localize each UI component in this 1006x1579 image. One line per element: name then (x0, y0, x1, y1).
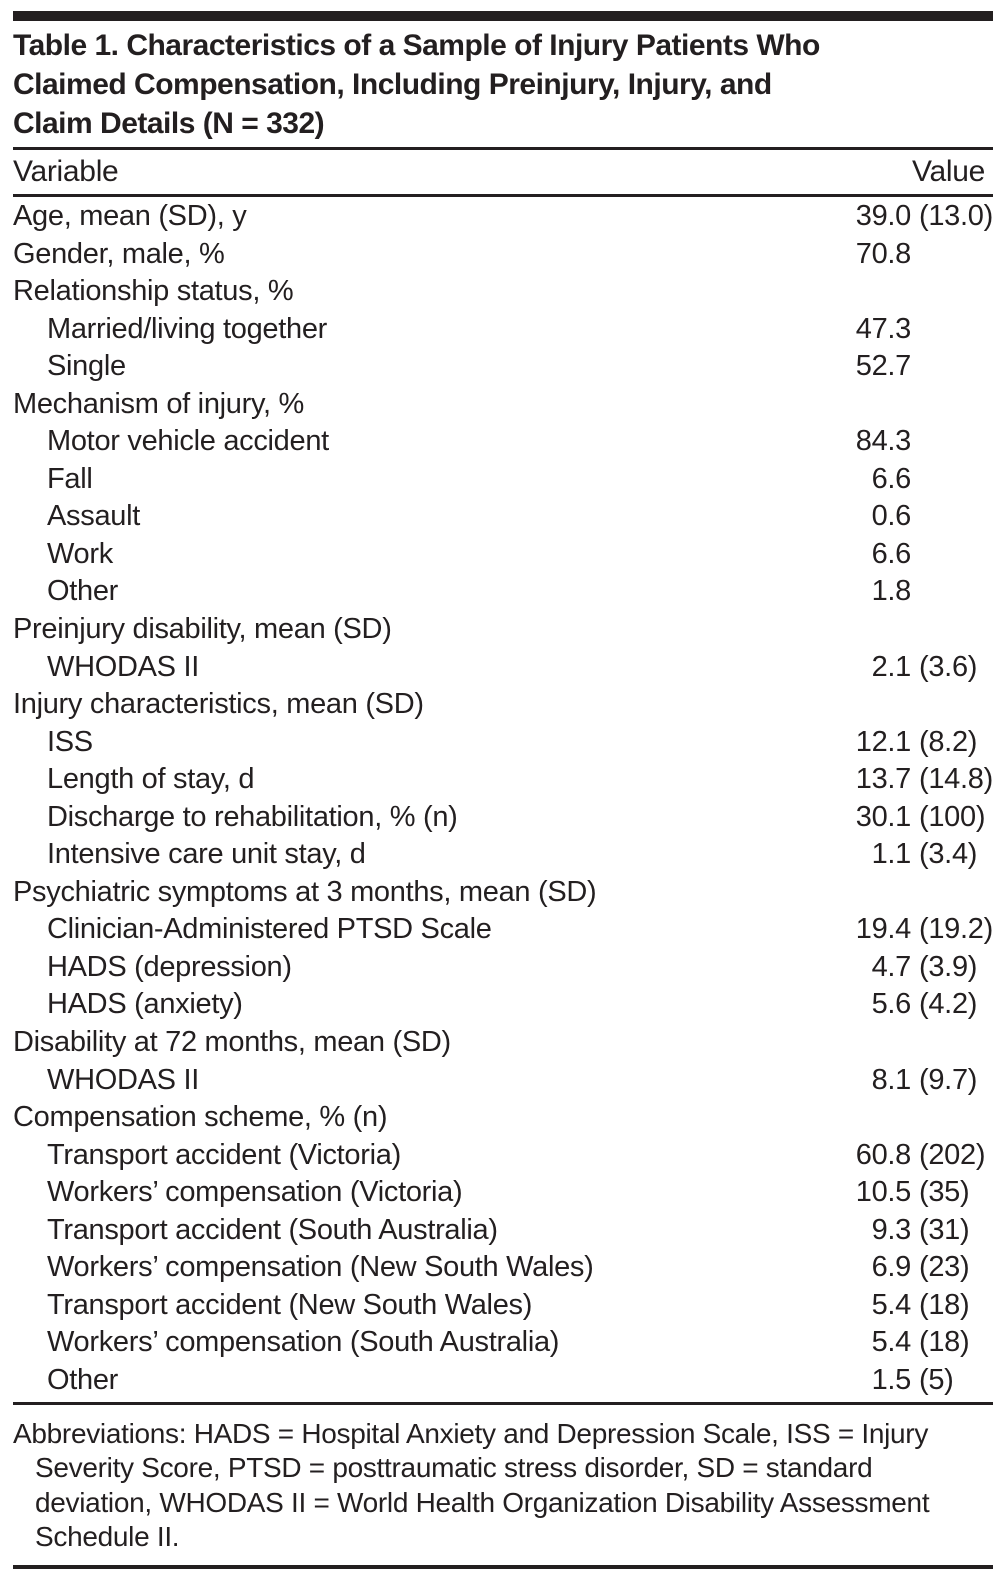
value-number: 1.8 (871, 575, 911, 608)
row-label: Single (47, 350, 126, 383)
footnote-line-4: Schedule II. (35, 1521, 180, 1552)
row-label: Preinjury disability, mean (SD) (13, 613, 392, 646)
footnote-line-1: Abbreviations: HADS = Hospital Anxiety and Depression Scale, ISS = Injury (13, 1417, 929, 1449)
row-value (849, 273, 993, 311)
table-row (13, 686, 993, 724)
value-paren: (13.0) (919, 200, 993, 232)
row-value (849, 423, 993, 461)
table-row (13, 986, 993, 1024)
row-label: Transport accident (Victoria) (47, 1138, 401, 1171)
value-number: 8.1 (871, 1063, 911, 1096)
value-paren: (35) (919, 1176, 970, 1209)
value-number: 1.1 (871, 838, 911, 871)
row-label: Gender, male, % (13, 237, 225, 270)
row-value (849, 686, 993, 724)
row-value (849, 348, 993, 386)
table-row (13, 1137, 993, 1175)
row-value (849, 911, 993, 949)
value-number: 5.4 (871, 1288, 911, 1321)
row-label: Relationship status, % (13, 275, 294, 308)
table-row (13, 236, 993, 274)
row-label: Compensation scheme, % (n) (13, 1101, 388, 1134)
row-value (849, 573, 993, 611)
table-row (13, 311, 993, 349)
table-row (13, 348, 993, 386)
table-row (13, 573, 993, 611)
row-label: Intensive care unit stay, d (47, 838, 366, 871)
row-label: Assault (47, 500, 140, 533)
row-value (849, 611, 993, 649)
value-paren: (3.6) (919, 650, 978, 683)
table-row (13, 724, 993, 762)
row-label: ISS (47, 725, 93, 758)
row-value (849, 536, 993, 574)
row-value (849, 1062, 993, 1100)
row-label: Other (47, 575, 119, 608)
value-number: 5.6 (871, 988, 911, 1021)
table-row (13, 198, 993, 236)
row-value (849, 311, 993, 349)
row-label: Other (47, 1363, 119, 1396)
row-value (849, 724, 993, 762)
row-label: Psychiatric symptoms at 3 months, mean (SD) (13, 875, 597, 908)
row-label: Transport accident (South Australia) (47, 1213, 498, 1246)
row-label: WHODAS II (47, 650, 199, 683)
footnote-line-2: Severity Score, PTSD = posttraumatic stress disorder, SD = standard (35, 1452, 873, 1483)
row-value (849, 1137, 993, 1175)
row-value (849, 1249, 993, 1287)
row-label: Age, mean (SD), y (13, 200, 247, 232)
value-paren: (3.4) (919, 838, 978, 871)
row-label: Injury characteristics, mean (SD) (13, 688, 424, 721)
value-paren: (18) (919, 1288, 970, 1321)
row-label: Length of stay, d (47, 763, 255, 796)
value-number: 19.4 (855, 913, 911, 946)
row-value (849, 386, 993, 424)
table-header-row (13, 150, 993, 194)
row-label: Transport accident (New South Wales) (47, 1288, 533, 1321)
table-row (13, 799, 993, 837)
value-number: 30.1 (855, 800, 911, 833)
value-number: 6.6 (871, 462, 911, 495)
table-row (13, 1062, 993, 1100)
table-row (13, 1362, 993, 1400)
row-value (849, 1212, 993, 1250)
value-number: 13.7 (855, 763, 911, 796)
value-paren: (4.2) (919, 988, 978, 1021)
value-number: 2.1 (871, 650, 911, 683)
row-value (849, 198, 993, 236)
value-number: 6.9 (871, 1251, 911, 1284)
table-title-line-2: Claimed Compensation, Including Preinjury, Injury, and (13, 68, 772, 101)
value-number: 84.3 (855, 425, 911, 458)
row-value (849, 1287, 993, 1325)
value-number: 60.8 (855, 1138, 911, 1171)
row-value (849, 1099, 993, 1137)
table-body (13, 197, 993, 1402)
row-value (849, 1024, 993, 1062)
row-label: Motor vehicle accident (47, 425, 329, 458)
row-value (849, 1362, 993, 1400)
row-value (849, 799, 993, 837)
row-label: Discharge to rehabilitation, % (n) (47, 800, 458, 833)
row-value (849, 236, 993, 274)
table-row (13, 273, 993, 311)
row-value (849, 461, 993, 499)
value-number: 47.3 (855, 312, 911, 345)
table-row (13, 761, 993, 799)
row-value (849, 949, 993, 987)
table-card (0, 11, 1006, 1579)
table-row (13, 649, 993, 687)
column-header-value: Value (911, 155, 985, 188)
value-paren: (19.2) (919, 913, 993, 946)
value-paren: (5) (919, 1363, 954, 1396)
abbreviations-footnote (13, 1405, 993, 1565)
value-paren: (3.9) (919, 950, 978, 983)
row-label: Workers’ compensation (Victoria) (47, 1176, 463, 1209)
row-label: WHODAS II (47, 1063, 199, 1096)
table-row (13, 1287, 993, 1325)
row-label: Workers’ compensation (New South Wales) (47, 1251, 594, 1284)
value-number: 1.5 (871, 1363, 911, 1396)
table-title-line-1: Table 1. Characteristics of a Sample of Injury Patients Who (13, 29, 820, 62)
column-header-variable: Variable (13, 155, 119, 188)
table-row (13, 1324, 993, 1362)
value-number: 0.6 (871, 500, 911, 533)
table-row (13, 386, 993, 424)
value-number: 10.5 (855, 1176, 911, 1209)
value-number: 39.0 (855, 200, 911, 232)
value-paren: (31) (919, 1213, 970, 1246)
row-label: Work (47, 537, 113, 570)
table-row (13, 1212, 993, 1250)
row-value (849, 986, 993, 1024)
row-value (849, 649, 993, 687)
table-row (13, 949, 993, 987)
row-label: Clinician-Administered PTSD Scale (47, 913, 492, 946)
row-label: HADS (depression) (47, 950, 292, 983)
table-row (13, 1249, 993, 1287)
value-paren: (18) (919, 1326, 970, 1359)
table-row (13, 1024, 993, 1062)
row-label: Fall (47, 462, 93, 495)
table-row (13, 1099, 993, 1137)
value-number: 4.7 (871, 950, 911, 983)
value-paren: (202) (919, 1138, 986, 1171)
table-row (13, 611, 993, 649)
value-paren: (14.8) (919, 763, 993, 796)
table-title (13, 21, 993, 147)
value-number: 9.3 (871, 1213, 911, 1246)
table-row (13, 836, 993, 874)
row-label: HADS (anxiety) (47, 988, 243, 1021)
row-value (849, 761, 993, 799)
table-row (13, 498, 993, 536)
row-value (849, 1324, 993, 1362)
row-value (849, 836, 993, 874)
row-value (849, 1174, 993, 1212)
table-row (13, 536, 993, 574)
row-label: Married/living together (47, 312, 328, 345)
row-label: Mechanism of injury, % (13, 387, 305, 420)
top-rule (13, 11, 993, 21)
value-paren: (8.2) (919, 725, 978, 758)
value-number: 6.6 (871, 537, 911, 570)
value-number: 5.4 (871, 1326, 911, 1359)
footnote-line-3: deviation, WHODAS II = World Health Organization Disability Assessment (35, 1486, 930, 1518)
row-value (849, 874, 993, 912)
value-number: 12.1 (855, 725, 911, 758)
value-paren: (9.7) (919, 1063, 978, 1096)
row-value (849, 498, 993, 536)
value-paren: (100) (919, 800, 986, 833)
table-row (13, 461, 993, 499)
value-number: 52.7 (855, 350, 911, 383)
row-label: Disability at 72 months, mean (SD) (13, 1026, 451, 1059)
table-title-line-3: Claim Details (N = 332) (13, 107, 325, 140)
table-row (13, 874, 993, 912)
table-row (13, 1174, 993, 1212)
value-number: 70.8 (855, 237, 911, 270)
value-paren: (23) (919, 1251, 970, 1284)
table-row (13, 911, 993, 949)
row-label: Workers’ compensation (South Australia) (47, 1326, 560, 1359)
table-row (13, 423, 993, 461)
